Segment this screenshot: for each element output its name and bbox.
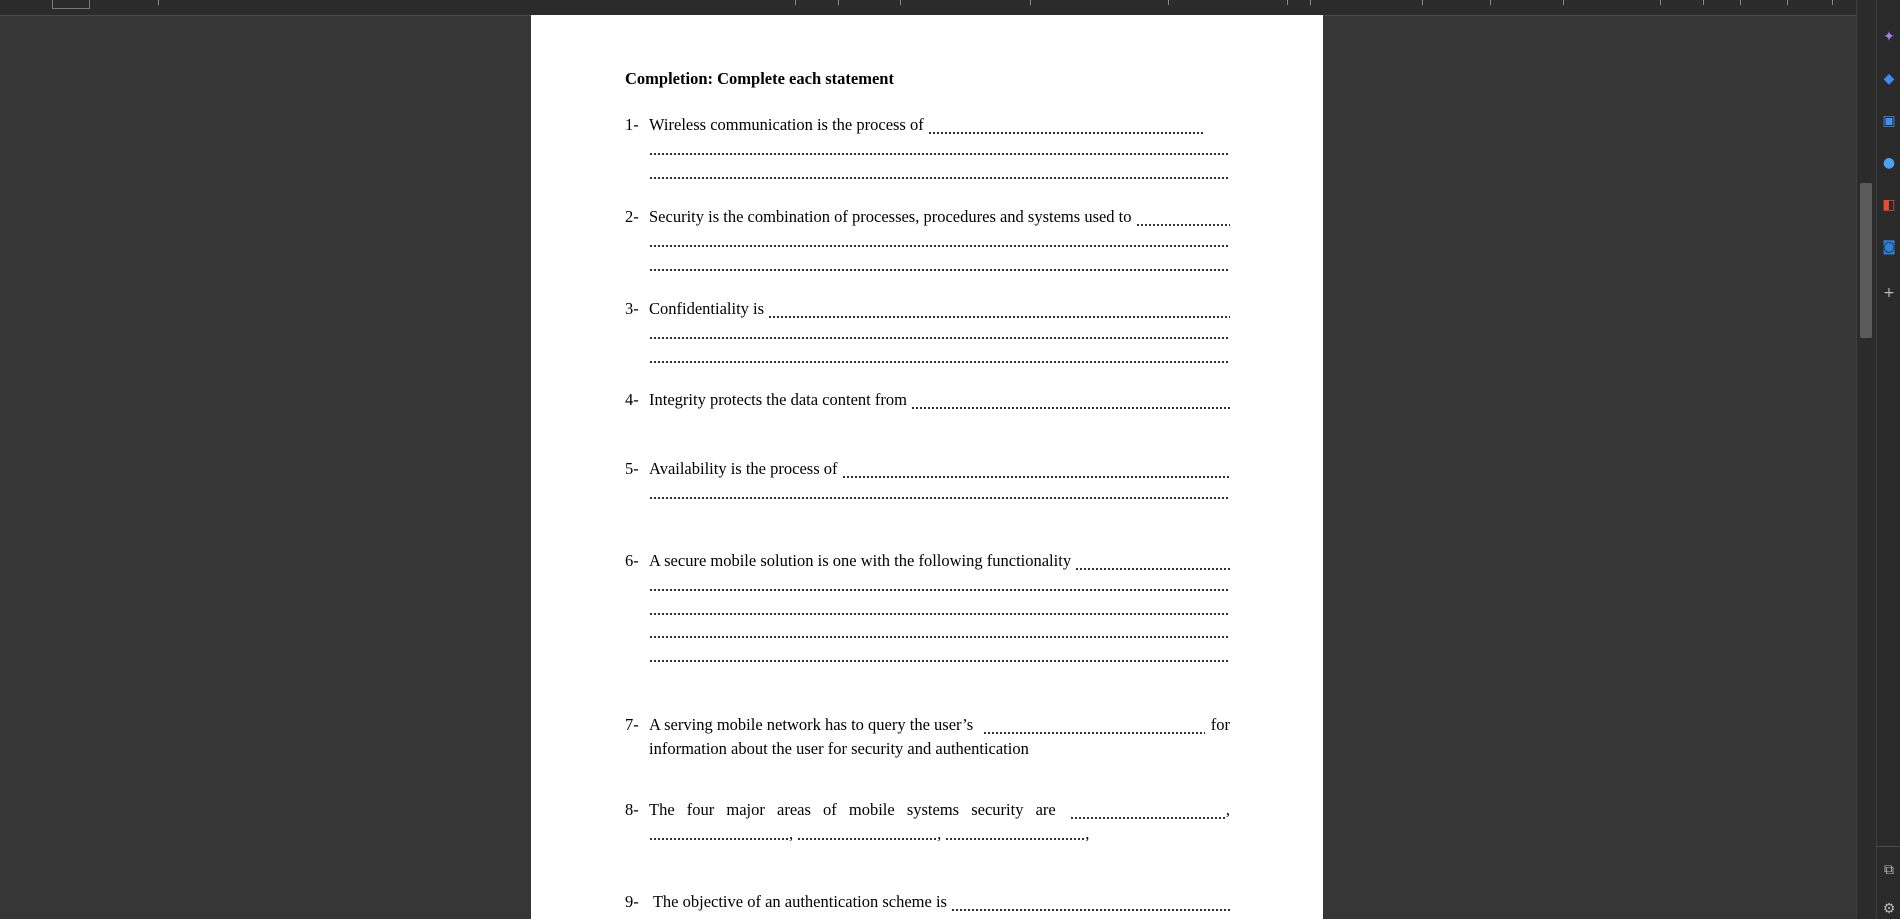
browser-sidebar bbox=[1876, 0, 1900, 919]
viewer-toolbar bbox=[0, 0, 1856, 16]
outlook-icon[interactable]: ◙ bbox=[1882, 239, 1896, 255]
question-item: 7- A serving mobile network has to query the user’s for information about the user for security and authentication bbox=[625, 715, 1230, 758]
question-item: 5- Availability is the process of bbox=[625, 457, 1230, 504]
document-page bbox=[531, 15, 1323, 919]
expand-panel-icon[interactable]: ⧉ bbox=[1884, 862, 1894, 878]
scrollbar-thumb[interactable] bbox=[1860, 183, 1872, 338]
page-number-box[interactable] bbox=[52, 0, 90, 9]
question-item: 6- A secure mobile solution is one with the following functionality bbox=[625, 549, 1230, 667]
question-item: 3- Confidentiality is bbox=[625, 297, 1230, 368]
question-item: 2- Security is the combination of processes, procedures and systems used to bbox=[625, 205, 1230, 276]
question-item: 4- Integrity protects the data content from bbox=[625, 388, 1230, 412]
question-item: 8- The four major areas of mobile systems security are , , , , bbox=[625, 800, 1230, 843]
office-icon[interactable]: ◧ bbox=[1882, 197, 1896, 213]
vertical-scrollbar[interactable] bbox=[1856, 0, 1877, 919]
person-icon[interactable]: ● bbox=[1882, 155, 1896, 171]
worksheet-content bbox=[625, 67, 1230, 911]
question-item: 9- The objective of an authentication scheme is bbox=[625, 890, 1230, 914]
tag-icon[interactable]: ◆ bbox=[1883, 71, 1895, 87]
section-heading: Completion: Complete each statement bbox=[625, 69, 894, 88]
shopping-bag-icon[interactable]: ▣ bbox=[1882, 113, 1896, 129]
settings-gear-icon[interactable]: ⚙ bbox=[1882, 901, 1896, 917]
question-item: 1- Wireless communication is the process of bbox=[625, 113, 1230, 184]
copilot-sparkle-icon[interactable]: ✦ bbox=[1883, 29, 1895, 45]
add-icon[interactable]: + bbox=[1883, 285, 1895, 301]
